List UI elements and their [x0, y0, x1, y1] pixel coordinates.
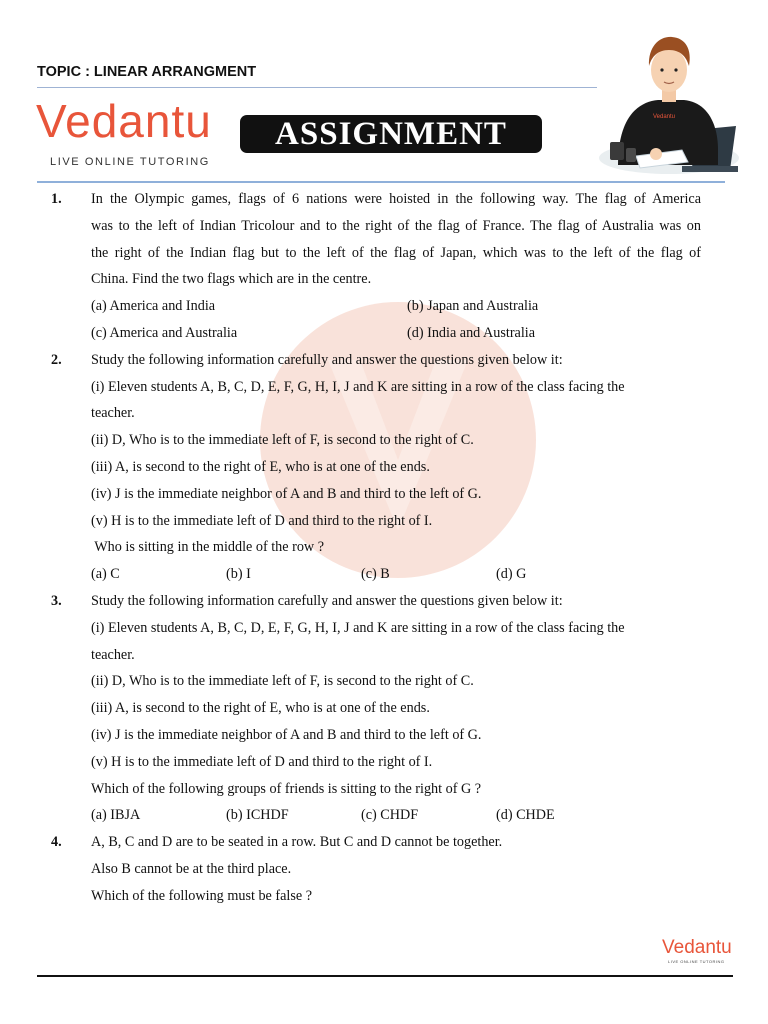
- footer-logo-tagline: LIVE ONLINE TUTORING: [668, 959, 725, 964]
- question-text-line: the right of the Indian flag but to the left of the flag of Japan, which was to the left of the flag of: [91, 244, 701, 261]
- question-text-line: (ii) D, Who is to the immediate left of F, is second to the right of C.: [91, 432, 474, 449]
- logo-tagline: LIVE ONLINE TUTORING: [50, 156, 210, 168]
- question-text-line: Study the following information carefully and answer the questions given below it:: [91, 351, 563, 368]
- question-number: 4.: [51, 834, 62, 851]
- question-text-line: (iii) A, is second to the right of E, who is at one of the ends.: [91, 700, 430, 717]
- option-a: (a) America and India: [91, 298, 216, 315]
- question-text-line: teacher.: [91, 405, 135, 422]
- question-prompt: Who is sitting in the middle of the row ?: [91, 539, 325, 556]
- question-text-line: (v) H is to the immediate left of D and third to the right of I.: [91, 753, 433, 770]
- option-b: (b) I: [226, 566, 251, 583]
- question-prompt: Which of the following groups of friends is sitting to the right of G ?: [91, 780, 482, 797]
- question-text-line: In the Olympic games, flags of 6 nations were hoisted in the following way. The flag of America: [91, 191, 701, 207]
- question-text-line: (i) Eleven students A, B, C, D, E, F, G, H, I, J and K are sitting in a row of the class facing the: [91, 619, 625, 636]
- question-text-line: A, B, C and D are to be seated in a row. But C and D cannot be together.: [91, 834, 503, 851]
- option-d: (d) CHDE: [496, 807, 555, 824]
- header-divider: [37, 87, 597, 88]
- option-c: (c) CHDF: [361, 807, 419, 824]
- shirt-logo-text: Vedantu: [653, 114, 676, 120]
- question-text-line: (iv) J is the immediate neighbor of A and B and third to the left of G.: [91, 726, 482, 743]
- option-c: (c) B: [361, 566, 390, 583]
- option-d: (d) G: [496, 566, 527, 583]
- question-text-line: (v) H is to the immediate left of D and third to the right of I.: [91, 512, 433, 529]
- vedantu-logo: Vedantu: [36, 95, 212, 147]
- question-text-line: (ii) D, Who is to the immediate left of F, is second to the right of C.: [91, 673, 474, 690]
- question-text-line: China. Find the two flags which are in the centre.: [91, 271, 372, 288]
- option-c: (c) America and Australia: [91, 324, 238, 341]
- question-number: 3.: [51, 592, 62, 609]
- question-prompt: Which of the following must be false ?: [91, 887, 313, 904]
- option-d: (d) India and Australia: [407, 324, 536, 341]
- question-list: [0, 186, 768, 910]
- section-divider: [37, 181, 725, 183]
- option-b: (b) ICHDF: [226, 807, 289, 824]
- question-number: 2.: [51, 351, 62, 368]
- option-b: (b) Japan and Australia: [407, 298, 539, 315]
- question-text-line: was to the left of Indian Tricolour and to the right of the flag of France. The flag of Australia was on: [91, 217, 701, 234]
- footer-vedantu-logo: Vedantu: [662, 937, 732, 958]
- question-text-line: (i) Eleven students A, B, C, D, E, F, G, H, I, J and K are sitting in a row of the class facing the: [91, 378, 625, 395]
- question-text-line: teacher.: [91, 646, 135, 663]
- question-number: 1.: [51, 191, 62, 207]
- assignment-banner: ASSIGNMENT: [240, 115, 542, 153]
- question-text-line: Study the following information carefully and answer the questions given below it:: [91, 592, 563, 609]
- footer-divider: [37, 975, 733, 977]
- question-text-line: Also B cannot be at the third place.: [91, 860, 292, 877]
- option-a: (a) IBJA: [91, 807, 141, 824]
- question-text-line: (iii) A, is second to the right of E, who is at one of the ends.: [91, 458, 430, 475]
- topic-heading: TOPIC : LINEAR ARRANGMENT: [37, 64, 257, 80]
- student-illustration-icon: [596, 30, 742, 178]
- option-a: (a) C: [91, 566, 120, 583]
- question-text-line: (iv) J is the immediate neighbor of A and B and third to the left of G.: [91, 485, 482, 502]
